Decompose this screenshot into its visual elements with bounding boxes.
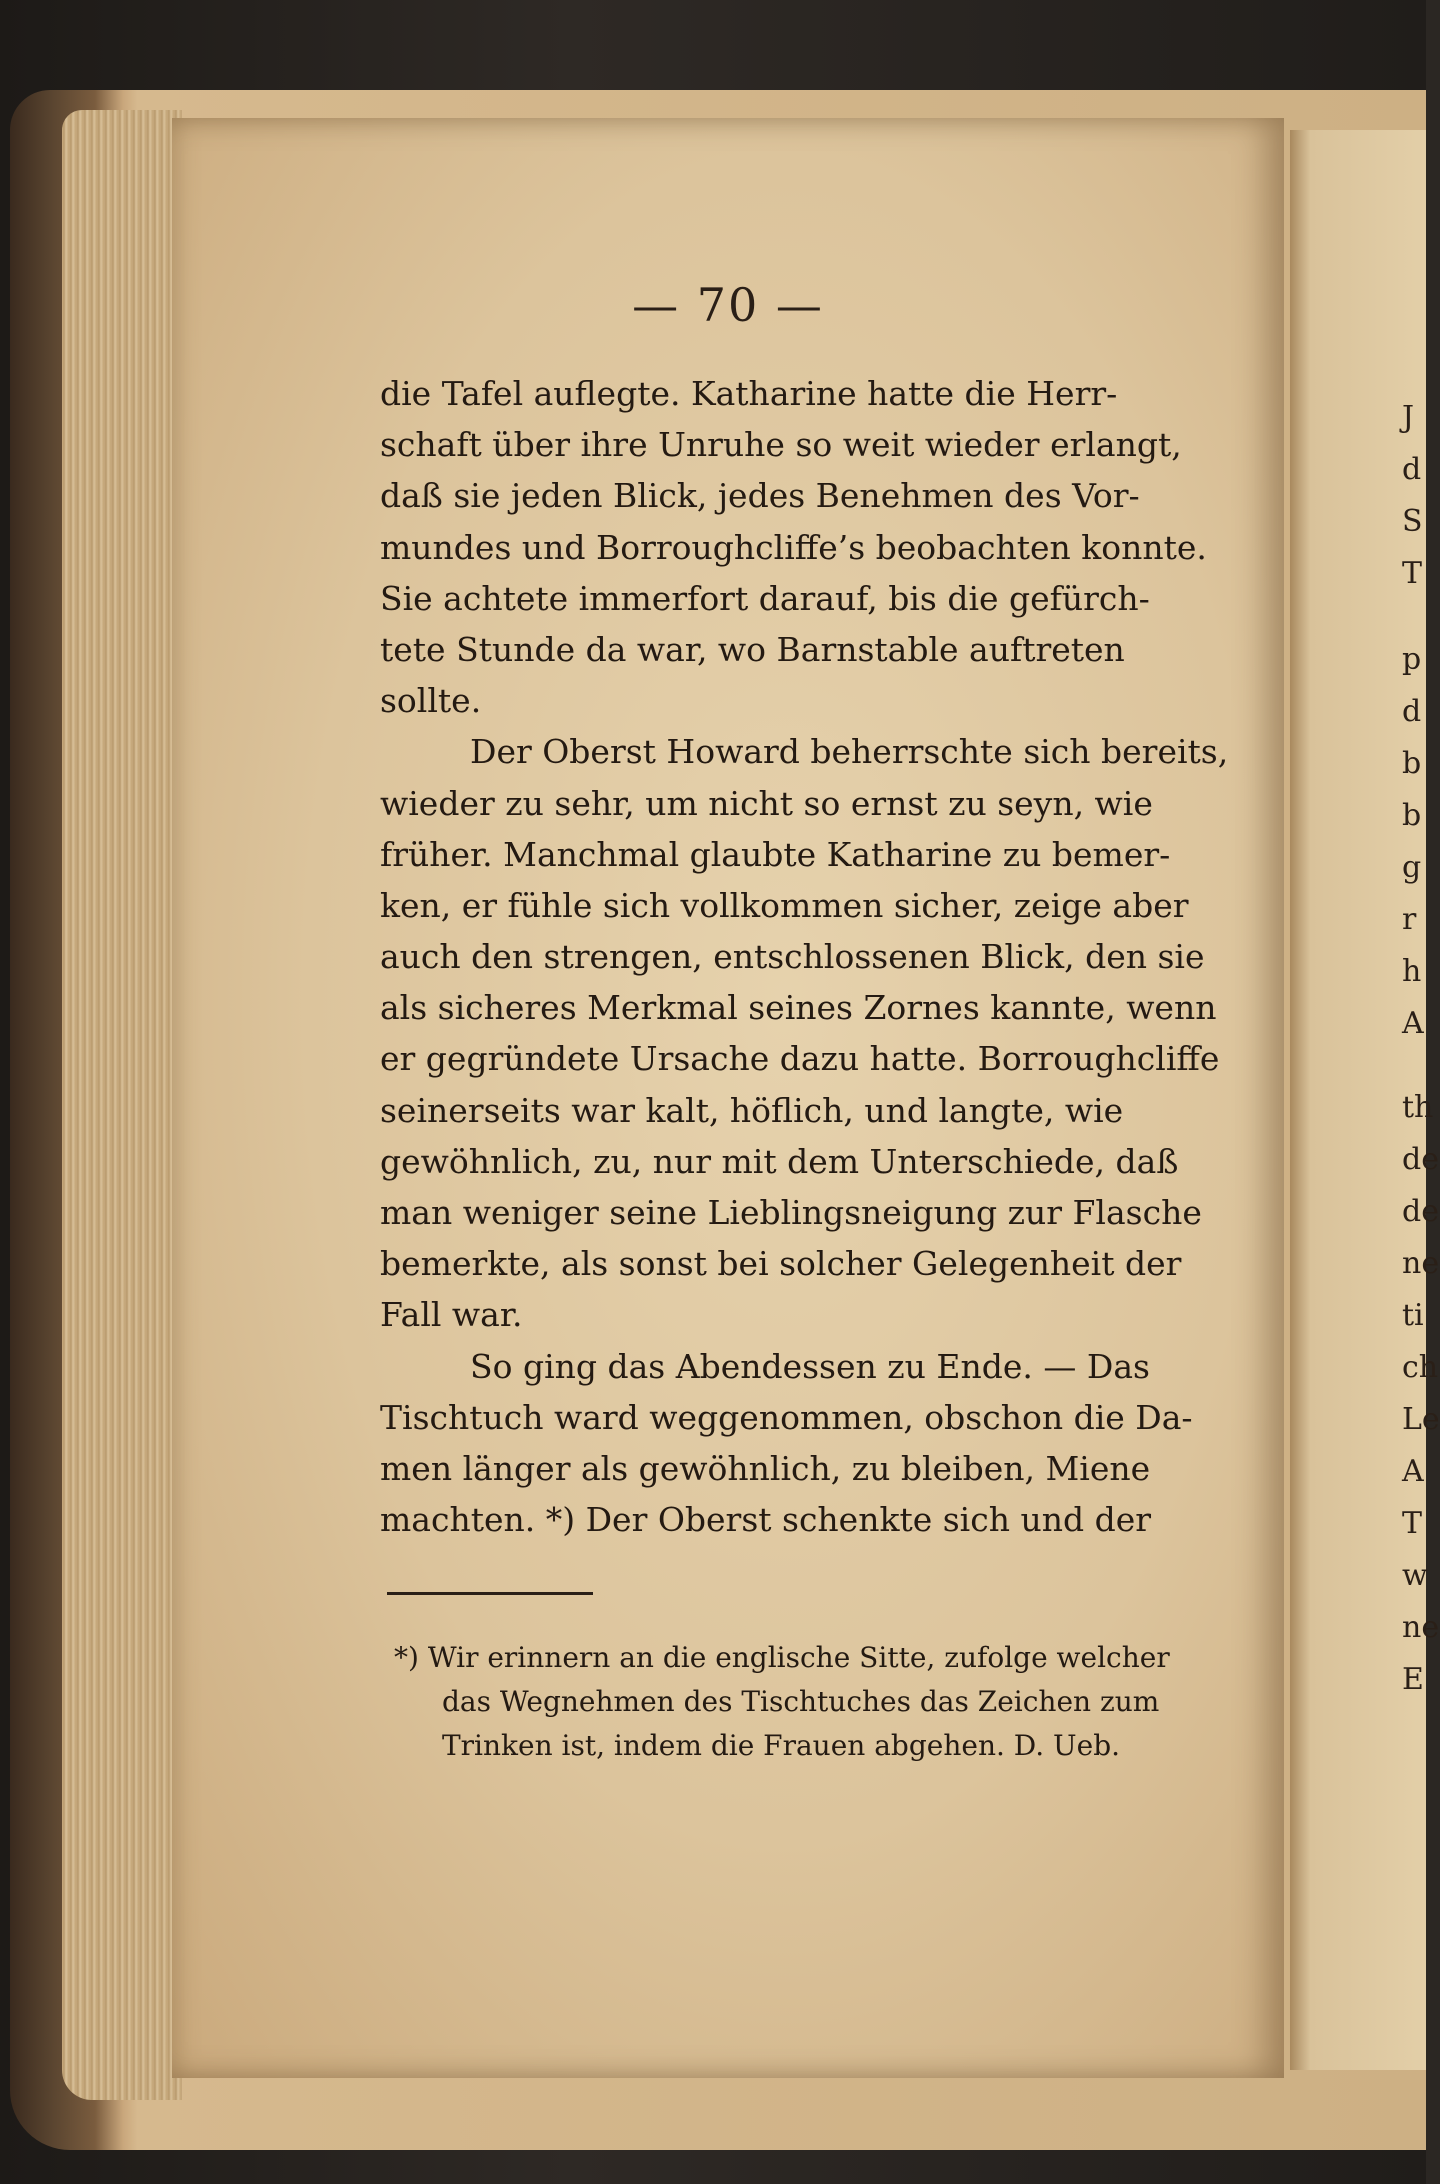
footnote-line: *) Wir erinnern an die englische Sitte, zufolge welcher [394, 1641, 1170, 1674]
adjacent-text-fragment: ne [1402, 1610, 1440, 1645]
adjacent-text-fragment: p [1402, 642, 1422, 677]
text-line: schaft über ihre Unruhe so weit wieder erlangt, [380, 425, 1182, 465]
footnote [394, 1636, 1170, 1768]
adjacent-text-fragment: A [1402, 1006, 1424, 1041]
adjacent-text-fragment: d [1402, 452, 1422, 487]
adjacent-text-fragment: d [1402, 694, 1422, 729]
adjacent-text-fragment: ti [1402, 1298, 1424, 1333]
text-line: sollte. [380, 681, 482, 721]
adjacent-page [1290, 130, 1440, 2070]
text-line: ken, er fühle sich vollkommen sicher, zeige aber [380, 885, 1189, 925]
text-line: machten. *) Der Oberst schenkte sich und der [380, 1500, 1152, 1540]
text-line: men länger als gewöhnlich, zu bleiben, Miene [380, 1448, 1151, 1488]
footnote-line: Trinken ist, indem die Frauen abgehen. D. Ueb. [442, 1729, 1121, 1762]
text-line: früher. Manchmal glaubte Katharine zu bemer- [380, 834, 1171, 874]
text-line: daß sie jeden Blick, jedes Benehmen des Vor- [380, 476, 1140, 516]
adjacent-text-fragment: A [1402, 1454, 1424, 1489]
text-line: auch den strengen, entschlossenen Blick, den sie [380, 937, 1205, 977]
adjacent-text-fragment: th [1402, 1090, 1434, 1125]
text-line: gewöhnlich, zu, nur mit dem Unterschiede, daß [380, 1141, 1179, 1181]
adjacent-text-fragment: de [1402, 1194, 1439, 1229]
text-line: mundes und Borroughcliffe’s beobachten konnte. [380, 527, 1207, 567]
text-line: die Tafel auflegte. Katharine hatte die Herr- [380, 374, 1118, 413]
text-line: Fall war. [380, 1295, 523, 1335]
text-line: So ging das Abendessen zu Ende. — Das [470, 1346, 1150, 1386]
adjacent-text-fragment: w [1402, 1558, 1428, 1593]
text-line: als sicheres Merkmal seines Zornes kannte, wenn [380, 988, 1217, 1028]
adjacent-text-fragment: b [1402, 746, 1422, 781]
adjacent-text-fragment: T [1402, 556, 1423, 591]
adjacent-text-fragment: J [1402, 400, 1415, 435]
adjacent-text-fragment: T [1402, 1506, 1423, 1541]
text-line: seinerseits war kalt, höflich, und langte, wie [380, 1090, 1124, 1130]
book-page [172, 118, 1284, 2078]
adjacent-text-fragment: E [1402, 1662, 1424, 1697]
text-line: wieder zu sehr, um nicht so ernst zu seyn, wie [380, 783, 1153, 823]
text-line: Der Oberst Howard beherrschte sich bereits, [470, 732, 1229, 772]
adjacent-text-fragment: g [1402, 850, 1422, 885]
footnote-line: das Wegnehmen des Tischtuches das Zeichen zum [442, 1685, 1160, 1718]
footnote-divider [387, 1592, 593, 1595]
page-block-edge [62, 110, 182, 2100]
text-line: Tischtuch ward weggenommen, obschon die Da- [380, 1397, 1193, 1437]
text-line: Sie achtete immerfort darauf, bis die gefürch- [380, 578, 1150, 618]
text-line: man weniger seine Lieblingsneigung zur Flasche [380, 1193, 1202, 1232]
adjacent-text-fragment: b [1402, 798, 1422, 833]
page-number: — 70 — [632, 278, 824, 332]
text-line: tete Stunde da war, wo Barnstable auftreten [380, 629, 1125, 669]
body-text [380, 368, 1229, 1545]
adjacent-text-fragment: Le [1402, 1402, 1440, 1437]
adjacent-text-fragment: r [1402, 902, 1417, 937]
adjacent-text-fragment: ne [1402, 1246, 1440, 1281]
text-line: bemerkte, als sonst bei solcher Gelegenheit der [380, 1244, 1182, 1284]
text-line: er gegründete Ursache dazu hatte. Borroughcliffe [380, 1039, 1220, 1079]
adjacent-text-fragment: h [1402, 954, 1422, 989]
adjacent-text-fragment: de [1402, 1142, 1439, 1177]
adjacent-text-fragment: S [1402, 504, 1423, 539]
adjacent-text-fragment: ch [1402, 1350, 1439, 1385]
